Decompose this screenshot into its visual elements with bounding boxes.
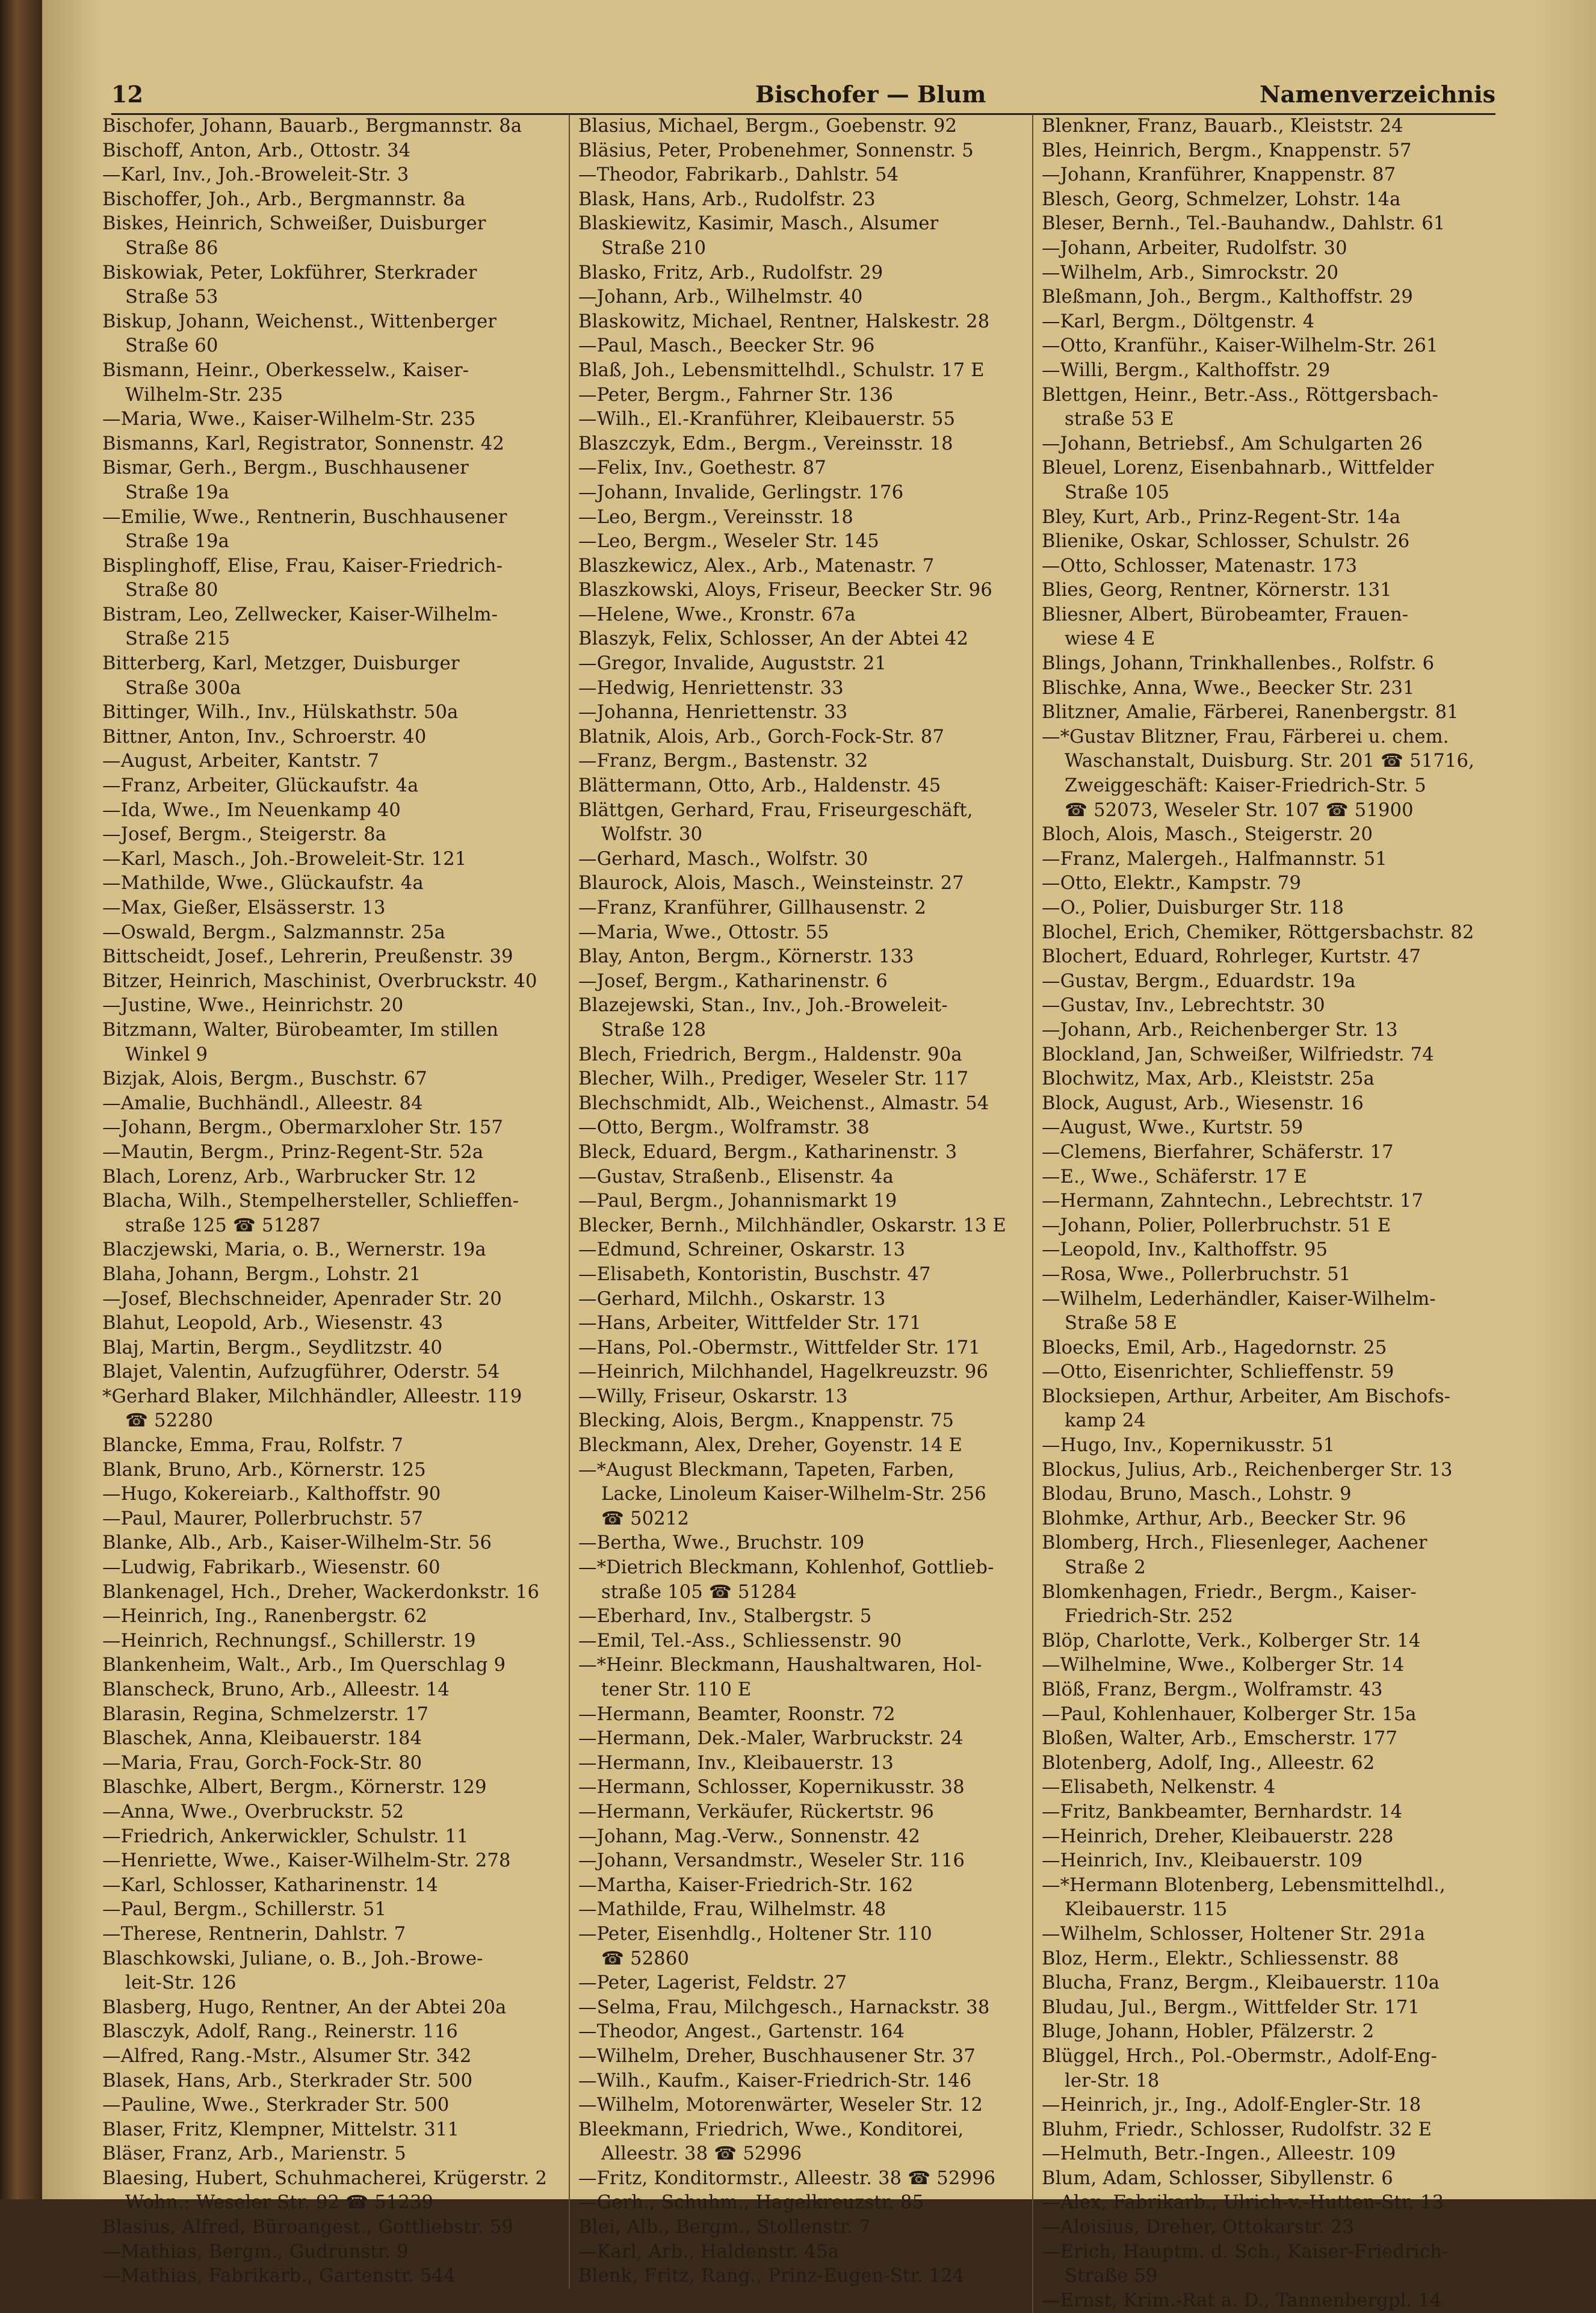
directory-entry-line: —Maria, Frau, Gorch-Fock-Str. 80 <box>102 1752 422 1774</box>
directory-entry-line: —Emilie, Wwe., Rentnerin, Buschhausener <box>102 506 507 528</box>
directory-entry-line: —Heinrich, Inv., Kleibauerstr. 109 <box>1042 1850 1363 1872</box>
directory-entry-line: —Wilhelm, Dreher, Buschhausener Str. 37 <box>578 2045 976 2067</box>
directory-entry-line: Blarasin, Regina, Schmelzerstr. 17 <box>102 1703 429 1725</box>
directory-entry-line: Bluhm, Friedr., Schlosser, Rudolfstr. 32 E <box>1042 2119 1432 2140</box>
directory-entry-line: Bloch, Alois, Masch., Steigerstr. 20 <box>1042 824 1373 846</box>
directory-entry-line: Blättgen, Gerhard, Frau, Friseurgeschäft, <box>578 799 973 821</box>
directory-column-3 <box>1032 114 1499 2313</box>
directory-entry-line: —O., Polier, Duisburger Str. 118 <box>1042 897 1344 918</box>
directory-entry-line: —Bertha, Wwe., Bruchstr. 109 <box>578 1532 865 1554</box>
directory-entry-line: Blum, Adam, Schlosser, Sibyllenstr. 6 <box>1042 2167 1393 2189</box>
directory-entry-line: Bismanns, Karl, Registrator, Sonnenstr. 42 <box>102 433 505 454</box>
directory-entry-line: —Heinrich, Rechnungsf., Schillerstr. 19 <box>102 1630 476 1652</box>
directory-entry-line: —Elisabeth, Nelkenstr. 4 <box>1042 1777 1276 1798</box>
directory-entry-line: —Mathias, Fabrikarb., Gartenstr. 544 <box>102 2265 456 2287</box>
directory-entry-line: Straße 215 <box>125 628 230 650</box>
directory-entry-line: —Elisabeth, Kontoristin, Buschstr. 47 <box>578 1263 931 1285</box>
directory-entry-line: —Leo, Bergm., Weseler Str. 145 <box>578 531 879 553</box>
directory-entry-line: Friedrich-Str. 252 <box>1065 1606 1234 1627</box>
directory-entry-line: Bisplinghoff, Elise, Frau, Kaiser-Friedrich- <box>102 555 503 577</box>
directory-entry-line: —Therese, Rentnerin, Dahlstr. 7 <box>102 1923 406 1945</box>
directory-entry-line: Blaskowitz, Michael, Rentner, Halskestr. 28 <box>578 311 990 332</box>
directory-entry-line: —Wilhelm, Lederhändler, Kaiser-Wilhelm- <box>1042 1288 1436 1310</box>
directory-entry-line: —Heinrich, Milchhandel, Hagelkreuzstr. 96 <box>578 1361 989 1383</box>
directory-entry-line: leit-Str. 126 <box>125 1972 237 1994</box>
directory-entry-line: Bitzer, Heinrich, Maschinist, Overbruckstr. 40 <box>102 970 537 992</box>
directory-entry-line: —Martha, Kaiser-Friedrich-Str. 162 <box>578 1874 914 1896</box>
directory-entry-line: —Rosa, Wwe., Pollerbruchstr. 51 <box>1042 1263 1351 1285</box>
directory-entry-line: Blankenagel, Hch., Dreher, Wackerdonkstr. 16 <box>102 1581 540 1603</box>
directory-entry-line: —*Gustav Blitzner, Frau, Färberei u. chem. <box>1042 726 1449 748</box>
directory-entry-line: —Erich, Hauptm. d. Sch., Kaiser-Friedrich- <box>1042 2241 1449 2262</box>
directory-entry-line: Blech, Friedrich, Bergm., Haldenstr. 90a <box>578 1044 962 1065</box>
directory-entry-line: Blazejewski, Stan., Inv., Joh.-Broweleit- <box>578 995 948 1017</box>
directory-entry-line: —Gustav, Straßenb., Elisenstr. 4a <box>578 1166 894 1187</box>
directory-entry-line: Blaschek, Anna, Kleibauerstr. 184 <box>102 1728 422 1750</box>
directory-entry-line: —*Dietrich Bleckmann, Kohlenhof, Gottlieb- <box>578 1557 994 1579</box>
directory-entry-line: Blaszczyk, Edm., Bergm., Vereinsstr. 18 <box>578 433 953 454</box>
directory-entry-line: —Ida, Wwe., Im Neuenkamp 40 <box>102 799 401 821</box>
directory-entry-line: Blochel, Erich, Chemiker, Röttgersbachstr. 82 <box>1042 921 1474 943</box>
directory-entry-line: ☎ 52280 <box>125 1410 214 1432</box>
directory-entry-line: Blahut, Leopold, Arb., Wiesenstr. 43 <box>102 1313 444 1334</box>
directory-entry-line: Blies, Georg, Rentner, Körnerstr. 131 <box>1042 580 1392 601</box>
directory-entry-line: —Gustav, Inv., Lebrechtstr. 30 <box>1042 995 1325 1017</box>
directory-entry-line: Bittscheidt, Josef., Lehrerin, Preußenstr. 39 <box>102 946 513 968</box>
directory-entry-line: —Anna, Wwe., Overbruckstr. 52 <box>102 1801 404 1822</box>
directory-entry-line: —Johann, Mag.-Verw., Sonnenstr. 42 <box>578 1825 921 1847</box>
directory-entry-line: Blättermann, Otto, Arb., Haldenstr. 45 <box>578 775 941 797</box>
directory-entry-line: Blischke, Anna, Wwe., Beecker Str. 231 <box>1042 677 1415 699</box>
directory-entry-line: —Mautin, Bergm., Prinz-Regent-Str. 52a <box>102 1141 484 1163</box>
directory-entry-line: —Henriette, Wwe., Kaiser-Wilhelm-Str. 278 <box>102 1850 511 1872</box>
directory-entry-line: —Ludwig, Fabrikarb., Wiesenstr. 60 <box>102 1557 441 1579</box>
directory-entry-line: Biskowiak, Peter, Lokführer, Sterkrader <box>102 262 477 283</box>
directory-entry-line: Blankenheim, Walt., Arb., Im Querschlag 9 <box>102 1655 506 1676</box>
directory-entry-line: Blockus, Julius, Arb., Reichenberger Str. 13 <box>1042 1459 1453 1481</box>
directory-entry-line: —Hermann, Beamter, Roonstr. 72 <box>578 1703 895 1725</box>
directory-entry-line: Blecker, Bernh., Milchhändler, Oskarstr. 13 E <box>578 1215 1006 1236</box>
directory-entry-line: Waschanstalt, Duisburg. Str. 201 ☎ 51716, <box>1065 751 1475 772</box>
directory-entry-line: Blodau, Bruno, Masch., Lohstr. 9 <box>1042 1484 1352 1505</box>
directory-entry-line: Blaj, Martin, Bergm., Seydlitzstr. 40 <box>102 1337 443 1358</box>
directory-entry-line: —Emil, Tel.-Ass., Schliessenstr. 90 <box>578 1630 902 1652</box>
directory-entry-line: Straße 19a <box>125 531 230 553</box>
directory-entry-line: Biskup, Johann, Weichenst., Wittenberger <box>102 311 497 332</box>
directory-entry-line: Blacha, Wilh., Stempelhersteller, Schlieffen- <box>102 1191 519 1212</box>
directory-entry-line: Blitzner, Amalie, Färberei, Ranenbergstr. 81 <box>1042 702 1459 723</box>
directory-entry-line: Blasczyk, Adolf, Rang., Reinerstr. 116 <box>102 2021 459 2043</box>
directory-entry-line: kamp 24 <box>1065 1410 1146 1432</box>
directory-entry-line: Bismar, Gerh., Bergm., Buschhausener <box>102 457 469 479</box>
directory-entry-line: Bischoffer, Joh., Arb., Bergmannstr. 8a <box>102 188 466 210</box>
directory-entry-line: Kleibauerstr. 115 <box>1065 1899 1228 1921</box>
directory-column-2 <box>569 114 1030 2289</box>
directory-entry-line: Bluge, Johann, Hobler, Pfälzerstr. 2 <box>1042 2021 1375 2043</box>
directory-entry-line: Blajet, Valentin, Aufzugführer, Oderstr. 54 <box>102 1361 500 1383</box>
directory-entry-line: —Johann, Arb., Wilhelmstr. 40 <box>578 286 863 308</box>
directory-entry-line: Bliesner, Albert, Bürobeamter, Frauen- <box>1042 604 1409 625</box>
directory-entry-line: —Wilh., El.-Kranführer, Kleibauerstr. 55 <box>578 409 956 430</box>
directory-entry-line: Blei, Alb., Bergm., Stollenstr. 7 <box>578 2217 871 2238</box>
directory-entry-line: —Gerhard, Milchh., Oskarstr. 13 <box>578 1288 886 1310</box>
directory-entry-line: —Hermann, Inv., Kleibauerstr. 13 <box>578 1752 894 1774</box>
directory-entry-line: Blach, Lorenz, Arb., Warbrucker Str. 12 <box>102 1166 477 1187</box>
directory-entry-line: Straße 60 <box>125 335 218 357</box>
directory-entry-line: Blaschkowski, Juliane, o. B., Joh.-Browe- <box>102 1948 483 1969</box>
directory-entry-line: —Amalie, Buchhändl., Alleestr. 84 <box>102 1092 423 1114</box>
directory-entry-line: —Friedrich, Ankerwickler, Schulstr. 11 <box>102 1825 469 1847</box>
directory-entry-line: Straße 80 <box>125 580 218 601</box>
directory-entry-line: Straße 86 <box>125 237 218 259</box>
directory-entry-line: Bläser, Franz, Arb., Marienstr. 5 <box>102 2143 406 2165</box>
directory-entry-line: —Hermann, Zahntechn., Lebrechtstr. 17 <box>1042 1191 1424 1212</box>
directory-entry-line: Blaha, Johann, Bergm., Lohstr. 21 <box>102 1263 421 1285</box>
directory-entry-line: —Johann, Arbeiter, Rudolfstr. 30 <box>1042 237 1347 259</box>
directory-entry-line: —August, Arbeiter, Kantstr. 7 <box>102 751 380 772</box>
directory-entry-line: Blecher, Wilh., Prediger, Weseler Str. 117 <box>578 1068 969 1090</box>
directory-entry-line: —Clemens, Bierfahrer, Schäferstr. 17 <box>1042 1141 1394 1163</box>
directory-entry-line: —Paul, Bergm., Johannismarkt 19 <box>578 1191 897 1212</box>
directory-entry-line: Bloecks, Emil, Arb., Hagedornstr. 25 <box>1042 1337 1387 1358</box>
directory-entry-line: —Oswald, Bergm., Salzmannstr. 25a <box>102 921 446 943</box>
directory-entry-line: ☎ 50212 <box>601 1508 690 1529</box>
directory-entry-line: —Karl, Masch., Joh.-Broweleit-Str. 121 <box>102 848 467 870</box>
directory-entry-line: —Wilhelmine, Wwe., Kolberger Str. 14 <box>1042 1655 1405 1676</box>
directory-entry-line: Winkel 9 <box>125 1044 208 1065</box>
directory-entry-line: —Willy, Friseur, Oskarstr. 13 <box>578 1386 848 1407</box>
directory-entry-line: straße 53 E <box>1065 409 1174 430</box>
directory-entry-line: Bleser, Bernh., Tel.-Bauhandw., Dahlstr. 61 <box>1042 213 1446 235</box>
directory-entry-line: ☎ 52073, Weseler Str. 107 ☎ 51900 <box>1065 799 1414 821</box>
directory-entry-line: Blomberg, Hrch., Fliesenleger, Aachener <box>1042 1532 1427 1554</box>
directory-entry-line: —Wilhelm, Arb., Simrockstr. 20 <box>1042 262 1339 283</box>
directory-entry-line: —Paul, Maurer, Pollerbruchstr. 57 <box>102 1508 424 1529</box>
directory-entry-line: —Hugo, Inv., Kopernikusstr. 51 <box>1042 1435 1335 1457</box>
directory-entry-line: Bludau, Jul., Bergm., Wittfelder Str. 171 <box>1042 1996 1420 2018</box>
directory-entry-line: Bischoff, Anton, Arb., Ottostr. 34 <box>102 140 411 161</box>
directory-entry-line: —Leopold, Inv., Kalthoffstr. 95 <box>1042 1239 1328 1261</box>
directory-entry-line: Blochert, Eduard, Rohrleger, Kurtstr. 47 <box>1042 946 1421 968</box>
directory-entry-line: —Otto, Schlosser, Matenastr. 173 <box>1042 555 1358 577</box>
directory-entry-line: Blatnik, Alois, Arb., Gorch-Fock-Str. 87 <box>578 726 945 748</box>
directory-entry-line: tener Str. 110 E <box>601 1679 752 1700</box>
directory-entry-line: —*August Bleckmann, Tapeten, Farben, <box>578 1459 954 1481</box>
directory-entry-line: Straße 210 <box>601 237 707 259</box>
directory-entry-line: —Theodor, Fabrikarb., Dahlstr. 54 <box>578 164 899 186</box>
directory-entry-line: Lacke, Linoleum Kaiser-Wilhelm-Str. 256 <box>601 1484 986 1505</box>
directory-entry-line: —Hermann, Verkäufer, Rückertstr. 96 <box>578 1801 935 1822</box>
directory-entry-line: Blöß, Franz, Bergm., Wolframstr. 43 <box>1042 1679 1383 1700</box>
directory-entry-line: —Karl, Inv., Joh.-Broweleit-Str. 3 <box>102 164 409 186</box>
directory-entry-line: —Maria, Wwe., Kaiser-Wilhelm-Str. 235 <box>102 409 476 430</box>
directory-entry-line: —Ernst, Krim.-Rat a. D., Tannenbergpl. 14 <box>1042 2290 1442 2311</box>
directory-entry-line: Blotenberg, Adolf, Ing., Alleestr. 62 <box>1042 1752 1375 1774</box>
directory-entry-line: Blasius, Michael, Bergm., Goebenstr. 92 <box>578 116 957 137</box>
directory-entry-line: Biskes, Heinrich, Schweißer, Duisburger <box>102 213 486 235</box>
directory-entry-line: Bitzmann, Walter, Bürobeamter, Im stillen <box>102 1019 499 1041</box>
directory-entry-line: —Mathias, Bergm., Gudrunstr. 9 <box>102 2241 409 2262</box>
directory-entry-line: —Selma, Frau, Milchgesch., Harnackstr. 38 <box>578 1996 990 2018</box>
directory-entry-line: Straße 53 <box>125 286 218 308</box>
directory-entry-line: wiese 4 E <box>1065 628 1155 650</box>
page-title: Bischofer — Blum <box>755 81 986 108</box>
directory-entry-line: —Karl, Arb., Haldenstr. 45a <box>578 2241 840 2262</box>
directory-entry-line: Bleckmann, Alex, Dreher, Goyenstr. 14 E <box>578 1435 963 1457</box>
directory-entry-line: —Hermann, Dek.-Maler, Warbruckstr. 24 <box>578 1728 963 1750</box>
directory-entry-line: Blaszyk, Felix, Schlosser, An der Abtei 42 <box>578 628 969 650</box>
directory-entry-line: Blaesing, Hubert, Schuhmacherei, Krügerstr. 2 <box>102 2167 548 2189</box>
directory-entry-line: —Wilhelm, Schlosser, Holtener Str. 291a <box>1042 1923 1426 1945</box>
directory-entry-line: Blüggel, Hrch., Pol.-Obermstr., Adolf-Eng- <box>1042 2045 1438 2067</box>
directory-entry-line: Blanscheck, Bruno, Arb., Alleestr. 14 <box>102 1679 450 1700</box>
directory-entry-line: —Peter, Eisenhdlg., Holtener Str. 110 <box>578 1923 932 1945</box>
directory-entry-line: —Peter, Bergm., Fahrner Str. 136 <box>578 384 894 406</box>
section-title: Namenverzeichnis <box>1259 81 1495 108</box>
directory-entry-line: Blocksiepen, Arthur, Arbeiter, Am Bischofs- <box>1042 1386 1451 1407</box>
directory-entry-line: —Alfred, Rang.-Mstr., Alsumer Str. 342 <box>102 2045 472 2067</box>
directory-entry-line: Blaskiewitz, Kasimir, Masch., Alsumer <box>578 213 939 235</box>
directory-entry-line: —Justine, Wwe., Heinrichstr. 20 <box>102 995 404 1017</box>
directory-entry-line: Blienike, Oskar, Schlosser, Schulstr. 26 <box>1042 531 1410 553</box>
directory-entry-line: —Mathilde, Wwe., Glückaufstr. 4a <box>102 873 424 894</box>
directory-entry-line: —Aloisius, Dreher, Ottokarstr. 23 <box>1042 2217 1354 2238</box>
directory-entry-line: —Heinrich, Dreher, Kleibauerstr. 228 <box>1042 1825 1394 1847</box>
directory-entry-line: —Fritz, Konditormstr., Alleestr. 38 ☎ 52996 <box>578 2167 996 2189</box>
directory-entry-line: Straße 128 <box>601 1019 707 1041</box>
directory-entry-line: Bittinger, Wilh., Inv., Hülskathstr. 50a <box>102 702 459 723</box>
directory-entry-line: Bleekmann, Friedrich, Wwe., Konditorei, <box>578 2119 964 2140</box>
directory-entry-line: —Fritz, Bankbeamter, Bernhardstr. 14 <box>1042 1801 1403 1822</box>
directory-entry-line: Blockland, Jan, Schweißer, Wilfriedstr. 74 <box>1042 1044 1434 1065</box>
directory-entry-line: ☎ 52860 <box>601 1948 690 1969</box>
directory-entry-line: Bles, Heinrich, Bergm., Knappenstr. 57 <box>1042 140 1412 161</box>
directory-entry-line: Blochwitz, Max, Arb., Kleiststr. 25a <box>1042 1068 1375 1090</box>
directory-entry-line: Blanke, Alb., Arb., Kaiser-Wilhelm-Str. 56 <box>102 1532 492 1554</box>
directory-entry-line: Bismann, Heinr., Oberkesselw., Kaiser- <box>102 359 469 381</box>
directory-entry-line: —Johann, Kranführer, Knappenstr. 87 <box>1042 164 1396 186</box>
directory-column-1 <box>102 114 560 2289</box>
directory-entry-line: —Helmuth, Betr.-Ingen., Alleestr. 109 <box>1042 2143 1396 2165</box>
directory-entry-line: —Mathilde, Frau, Wilhelmstr. 48 <box>578 1899 886 1921</box>
directory-entry-line: —Gerh., Schuhm., Hagelkreuzstr. 85 <box>578 2192 924 2214</box>
directory-entry-line: Bläsius, Peter, Probenehmer, Sonnenstr. 5 <box>578 140 974 161</box>
directory-entry-line: —Felix, Inv., Goethestr. 87 <box>578 457 826 479</box>
directory-entry-line: Straße 2 <box>1065 1557 1146 1579</box>
directory-entry-line: —Josef, Bergm., Steigerstr. 8a <box>102 824 387 846</box>
directory-entry-line: —Franz, Bergm., Bastenstr. 32 <box>578 751 868 772</box>
directory-entry-line: —Johann, Invalide, Gerlingstr. 176 <box>578 481 904 503</box>
directory-entry-line: —August, Wwe., Kurtstr. 59 <box>1042 1117 1304 1139</box>
directory-entry-line: Blohmke, Arthur, Arb., Beecker Str. 96 <box>1042 1508 1406 1529</box>
directory-entry-line: Wilhelm-Str. 235 <box>125 384 283 406</box>
directory-entry-line: —*Hermann Blotenberg, Lebensmittelhdl., <box>1042 1874 1446 1896</box>
directory-entry-line: Blecking, Alois, Bergm., Knappenstr. 75 <box>578 1410 954 1432</box>
directory-entry-line: Bizjak, Alois, Bergm., Buschstr. 67 <box>102 1068 428 1090</box>
directory-entry-line: Bleuel, Lorenz, Eisenbahnarb., Wittfelder <box>1042 457 1434 479</box>
directory-entry-line: Blasberg, Hugo, Rentner, An der Abtei 20a <box>102 1996 507 2018</box>
directory-entry-line: —Hans, Arbeiter, Wittfelder Str. 171 <box>578 1313 922 1334</box>
page-header <box>111 77 1495 115</box>
directory-entry-line: —Eberhard, Inv., Stalbergstr. 5 <box>578 1606 872 1627</box>
directory-entry-line: Wolfstr. 30 <box>601 824 703 846</box>
directory-entry-line: Blesch, Georg, Schmelzer, Lohstr. 14a <box>1042 188 1401 210</box>
directory-entry-line: Blaß, Joh., Lebensmittelhdl., Schulstr. 17 E <box>578 359 985 381</box>
directory-entry-line: Blomkenhagen, Friedr., Bergm., Kaiser- <box>1042 1581 1417 1603</box>
directory-entry-line: —Hedwig, Henriettenstr. 33 <box>578 677 844 699</box>
directory-entry-line: Blenk, Fritz, Rang., Prinz-Eugen-Str. 124 <box>578 2265 965 2287</box>
directory-entry-line: —*Heinr. Bleckmann, Haushaltwaren, Hol- <box>578 1655 982 1676</box>
directory-entry-line: Bloz, Herm., Elektr., Schliessenstr. 88 <box>1042 1948 1399 1969</box>
directory-entry-line: Blaurock, Alois, Masch., Weinsteinstr. 27 <box>578 873 964 894</box>
directory-entry-line: Bloßen, Walter, Arb., Emscherstr. 177 <box>1042 1728 1398 1750</box>
directory-entry-line: —Peter, Lagerist, Feldstr. 27 <box>578 1972 847 1994</box>
directory-entry-line: Blenkner, Franz, Bauarb., Kleiststr. 24 <box>1042 116 1403 137</box>
directory-entry-line: Blank, Bruno, Arb., Körnerstr. 125 <box>102 1459 426 1481</box>
directory-entry-line: Blings, Johann, Trinkhallenbes., Rolfstr. 6 <box>1042 653 1435 675</box>
directory-entry-line: —Wilhelm, Motorenwärter, Weseler Str. 12 <box>578 2095 983 2116</box>
directory-entry-line: —Josef, Bergm., Katharinenstr. 6 <box>578 970 888 992</box>
directory-entry-line: —Johanna, Henriettenstr. 33 <box>578 702 848 723</box>
directory-entry-line: Alleestr. 38 ☎ 52996 <box>601 2143 802 2165</box>
directory-entry-line: Blucha, Franz, Bergm., Kleibauerstr. 110a <box>1042 1972 1440 1994</box>
directory-entry-line: —Johann, Polier, Pollerbruchstr. 51 E <box>1042 1215 1391 1236</box>
directory-entry-line: —Maria, Wwe., Ottostr. 55 <box>578 921 829 943</box>
directory-entry-line: Straße 58 E <box>1065 1313 1178 1334</box>
directory-entry-line: —Franz, Kranführer, Gillhausenstr. 2 <box>578 897 927 918</box>
directory-entry-line: Wohn.: Weseler Str. 92 ☎ 51239 <box>125 2192 434 2214</box>
directory-entry-line: —Paul, Masch., Beecker Str. 96 <box>578 335 875 357</box>
directory-entry-line: —Heinrich, Ing., Ranenbergstr. 62 <box>102 1606 428 1627</box>
directory-entry-line: Bischofer, Johann, Bauarb., Bergmannstr. 8a <box>102 116 522 137</box>
directory-entry-line: —Karl, Schlosser, Katharinenstr. 14 <box>102 1874 438 1896</box>
directory-entry-line: —Johann, Arb., Reichenberger Str. 13 <box>1042 1019 1398 1041</box>
directory-entry-line: —Otto, Bergm., Wolframstr. 38 <box>578 1117 870 1139</box>
directory-entry-line: Bleck, Eduard, Bergm., Katharinenstr. 3 <box>578 1141 957 1163</box>
directory-entry-line: —Gerhard, Masch., Wolfstr. 30 <box>578 848 868 870</box>
directory-entry-line: —Franz, Arbeiter, Glückaufstr. 4a <box>102 775 419 797</box>
directory-entry-line: Bistram, Leo, Zellwecker, Kaiser-Wilhelm- <box>102 604 498 625</box>
directory-entry-line: —Hugo, Kokereiarb., Kalthoffstr. 90 <box>102 1484 441 1505</box>
directory-entry-line: Blancke, Emma, Frau, Rolfstr. 7 <box>102 1435 404 1457</box>
directory-entry-line: —Theodor, Angest., Gartenstr. 164 <box>578 2021 905 2043</box>
directory-entry-line: —Max, Gießer, Elsässerstr. 13 <box>102 897 386 918</box>
directory-entry-line: —Johann, Versandmstr., Weseler Str. 116 <box>578 1850 965 1872</box>
directory-entry-line: Bittner, Anton, Inv., Schroerstr. 40 <box>102 726 427 748</box>
directory-entry-line: —Pauline, Wwe., Sterkrader Str. 500 <box>102 2095 450 2116</box>
directory-entry-line: Blaschke, Albert, Bergm., Körnerstr. 129 <box>102 1777 487 1798</box>
directory-entry-line: Bleßmann, Joh., Bergm., Kalthoffstr. 29 <box>1042 286 1413 308</box>
directory-entry-line: Blettgen, Heinr., Betr.-Ass., Röttgersbach- <box>1042 384 1439 406</box>
directory-entry-line: —Karl, Bergm., Döltgenstr. 4 <box>1042 311 1315 332</box>
directory-entry-line: —Alex, Fabrikarb., Ulrich-v.-Hutten-Str. 13 <box>1042 2192 1444 2214</box>
book-spine <box>0 0 42 2199</box>
directory-entry-line: straße 105 ☎ 51284 <box>601 1581 797 1603</box>
directory-entry-line: Blasius, Alfred, Büroangest., Gottliebstr. 59 <box>102 2217 514 2238</box>
directory-entry-line: Blaczjewski, Maria, o. B., Wernerstr. 19a <box>102 1239 486 1261</box>
directory-entry-line: —E., Wwe., Schäferstr. 17 E <box>1042 1166 1307 1187</box>
directory-entry-line: Blask, Hans, Arb., Rudolfstr. 23 <box>578 188 876 210</box>
directory-entry-line: Blaszkowski, Aloys, Friseur, Beecker Str. 96 <box>578 580 992 601</box>
directory-entry-line: —Josef, Blechschneider, Apenrader Str. 20 <box>102 1288 502 1310</box>
directory-entry-line: —Gregor, Invalide, Auguststr. 21 <box>578 653 887 675</box>
directory-entry-line: Straße 105 <box>1065 481 1170 503</box>
directory-entry-line: Blay, Anton, Bergm., Körnerstr. 133 <box>578 946 914 968</box>
directory-entry-line: Blechschmidt, Alb., Weichenst., Almastr. 54 <box>578 1092 989 1114</box>
directory-entry-line: Blasek, Hans, Arb., Sterkrader Str. 500 <box>102 2070 473 2092</box>
directory-entry-line: —Heinrich, jr., Ing., Adolf-Engler-Str. 18 <box>1042 2095 1421 2116</box>
page-number: 12 <box>111 81 143 108</box>
directory-entry-line: —Helene, Wwe., Kronstr. 67a <box>578 604 856 625</box>
directory-entry-line: —Paul, Bergm., Schillerstr. 51 <box>102 1899 387 1921</box>
directory-entry-line: *Gerhard Blaker, Milchhändler, Alleestr. 119 <box>102 1386 522 1407</box>
directory-entry-line: —Johann, Betriebsf., Am Schulgarten 26 <box>1042 433 1423 454</box>
directory-entry-line: Straße 19a <box>125 481 230 503</box>
directory-entry-line: —Otto, Eisenrichter, Schlieffenstr. 59 <box>1042 1361 1394 1383</box>
directory-entry-line: Blasko, Fritz, Arb., Rudolfstr. 29 <box>578 262 883 283</box>
directory-entry-line: —Paul, Kohlenhauer, Kolberger Str. 15a <box>1042 1703 1417 1725</box>
directory-entry-line: Bitterberg, Karl, Metzger, Duisburger <box>102 653 460 675</box>
directory-entry-line: —Franz, Malergeh., Halfmannstr. 51 <box>1042 848 1387 870</box>
directory-entry-line: Blaser, Fritz, Klempner, Mittelstr. 311 <box>102 2119 460 2140</box>
directory-entry-line: Block, August, Arb., Wiesenstr. 16 <box>1042 1092 1364 1114</box>
directory-entry-line: Blöp, Charlotte, Verk., Kolberger Str. 14 <box>1042 1630 1421 1652</box>
directory-entry-line: Straße 59 <box>1065 2265 1158 2287</box>
directory-entry-line: Zweiggeschäft: Kaiser-Friedrich-Str. 5 <box>1065 775 1426 797</box>
directory-entry-line: —Otto, Kranführ., Kaiser-Wilhelm-Str. 261 <box>1042 335 1438 357</box>
directory-entry-line: Blaszkewicz, Alex., Arb., Matenastr. 7 <box>578 555 935 577</box>
directory-entry-line: Bley, Kurt, Arb., Prinz-Regent-Str. 14a <box>1042 506 1401 528</box>
directory-entry-line: —Hermann, Schlosser, Kopernikusstr. 38 <box>578 1777 965 1798</box>
directory-entry-line: ler-Str. 18 <box>1065 2070 1160 2092</box>
directory-entry-line: —Wilh., Kaufm., Kaiser-Friedrich-Str. 146 <box>578 2070 972 2092</box>
directory-entry-line: —Otto, Elektr., Kampstr. 79 <box>1042 873 1302 894</box>
directory-entry-line: —Edmund, Schreiner, Oskarstr. 13 <box>578 1239 906 1261</box>
directory-entry-line: —Leo, Bergm., Vereinsstr. 18 <box>578 506 854 528</box>
directory-entry-line: straße 125 ☎ 51287 <box>125 1215 321 1236</box>
directory-entry-line: —Johann, Bergm., Obermarxloher Str. 157 <box>102 1117 504 1139</box>
directory-entry-line: —Gustav, Bergm., Eduardstr. 19a <box>1042 970 1356 992</box>
directory-entry-line: —Willi, Bergm., Kalthoffstr. 29 <box>1042 359 1331 381</box>
directory-entry-line: —Hans, Pol.-Obermstr., Wittfelder Str. 171 <box>578 1337 981 1358</box>
directory-entry-line: Straße 300a <box>125 677 241 699</box>
